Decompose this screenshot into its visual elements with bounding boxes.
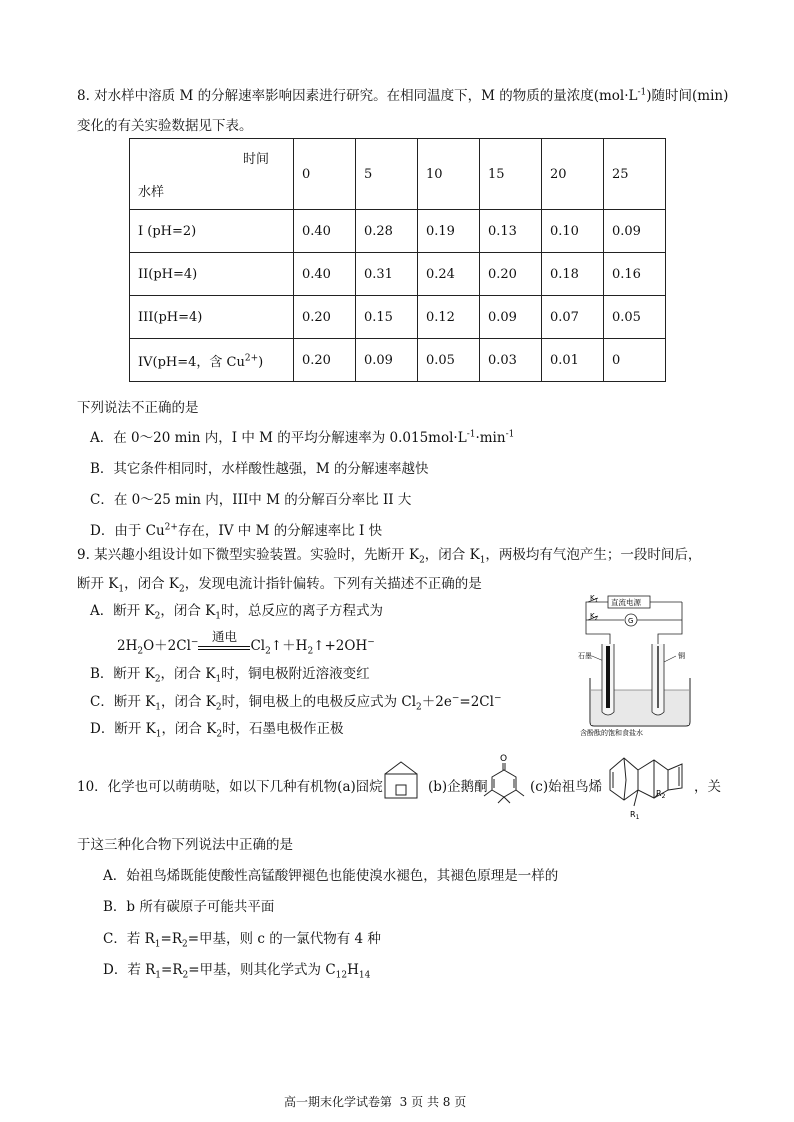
time-header-cell: 10	[418, 139, 480, 210]
q10-option-c: C．若 $R_1=R_2=$甲基，则 c 的一氯代物有 4 种	[103, 931, 381, 950]
table-row	[130, 296, 666, 339]
table-cell: 0.20	[294, 296, 356, 339]
svg-text:铜: 铜	[678, 652, 685, 660]
q10-stem-a: 10．化学也可以萌萌哒，如以下几种有机物(a)囧烷	[77, 779, 383, 795]
q10-stem-line2: 于这三种化合物下列说法中正确的是	[77, 837, 293, 853]
svg-text:O: O	[500, 754, 508, 764]
table-cell: 0.10	[542, 210, 604, 253]
svg-text:R1: $R_1$	[630, 810, 640, 821]
time-header-cell: 25	[604, 139, 666, 210]
table-cell: 0.40	[294, 253, 356, 296]
q8-option-b: B．其它条件相同时，水样酸性越强，M 的分解速率越快	[90, 461, 429, 477]
q9-equation: $2H_2O+2Cl^-$ 通电 $Cl_2↑+H_2↑+2OH^-$	[117, 629, 375, 657]
svg-text:石墨: 石墨	[578, 652, 592, 660]
q9-option-c: C．断开 $K_1$，闭合 $K_2$时，铜电极上的电极反应式为 $Cl_2+2e^-=2Cl^-$	[90, 693, 502, 713]
q9-option-a: A．断开 $K_2$，闭合 $K_1$时，总反应的离子方程式为	[90, 603, 383, 622]
time-header-cell: 15	[480, 139, 542, 210]
time-header-cell: 20	[542, 139, 604, 210]
table-cell: 0.18	[542, 253, 604, 296]
table-cell: 0.03	[480, 339, 542, 382]
row-label: IV(pH=4，含 $Cu^{2+}$)	[130, 339, 294, 382]
q8-option-a: A．在 0～20 min 内，I 中 M 的平均分解速率为 $0.015mol\cdot L^{-1}\cdot\min^{-1}$	[90, 429, 515, 446]
q9-option-d: D．断开 $K_1$，闭合 $K_2$时，石墨电极作正极	[90, 721, 344, 740]
row-label: III(pH=4)	[130, 296, 294, 339]
table-cell: 0.05	[604, 296, 666, 339]
q10-stem-b: (b)企鹅酮	[428, 779, 488, 795]
table-cell: 0.13	[480, 210, 542, 253]
penguinone-structure	[482, 752, 528, 804]
time-header-cell: 5	[356, 139, 418, 210]
jiong-alkane-structure	[383, 760, 419, 800]
table-cell: 0.01	[542, 339, 604, 382]
q9-option-b: B．断开 $K_2$，闭合 $K_1$时，铜电极附近溶液变红	[90, 666, 370, 685]
q10-option-a: A．始祖鸟烯既能使酸性高锰酸钾褪色也能使溴水褪色，其褪色原理是一样的	[103, 868, 559, 884]
row-label: II(pH=4)	[130, 253, 294, 296]
q10-option-d: D．若 $R_1=R_2=$甲基，则其化学式为 $C_{12}H_{14}$	[103, 962, 371, 981]
table-row	[130, 339, 666, 382]
table-cell: 0	[604, 339, 666, 382]
q8-option-c: C．在 0～25 min 内，III中 M 的分解百分率比 II 大	[90, 492, 412, 508]
table-cell: 0.31	[356, 253, 418, 296]
table-cell: 0.09	[604, 210, 666, 253]
electrolysis-condition: 通电	[211, 629, 237, 644]
svg-text:R2: $R_2$	[656, 789, 666, 800]
q9-stem-line1: 9. 某兴趣小组设计如下微型实验装置。实验时，先断开 $K_2$，闭合 $K_1$，两极均有气泡产生；一段时间后，	[77, 547, 702, 566]
table-cell: 0.28	[356, 210, 418, 253]
table-row	[130, 253, 666, 296]
table-cell: 0.15	[356, 296, 418, 339]
q9-stem-line2: 断开 $K_1$，闭合 $K_2$，发现电流计指针偏转。下列有关描述不正确的是	[77, 576, 482, 595]
electrolysis-apparatus-diagram	[578, 594, 700, 736]
q8-prompt: 下列说法不正确的是	[77, 400, 199, 416]
svg-text:K2: $K_2$	[590, 612, 598, 622]
table-cell: 0.12	[418, 296, 480, 339]
q10-stem-c: (c)始祖鸟烯	[530, 779, 603, 795]
row-label: I (pH=2)	[130, 210, 294, 253]
table-cell: 0.24	[418, 253, 480, 296]
q8-stem-line2: 变化的有关实验数据见下表。	[77, 118, 253, 134]
table-cell: 0.20	[294, 339, 356, 382]
table-cell: 0.09	[356, 339, 418, 382]
archaeopteryxene-structure	[604, 750, 686, 822]
table-row	[130, 210, 666, 253]
svg-text:K1: $K_1$	[590, 594, 598, 604]
q10-option-b: B．b 所有碳原子可能共平面	[103, 899, 275, 915]
total-pages: 8	[442, 1095, 451, 1109]
q10-stem-d: ，关	[694, 779, 721, 795]
q8-stem-line1: 8. 对水样中溶质 M 的分解速率影响因素进行研究。在相同温度下，M 的物质的量浓度$(mol\cdot L^{-1})$随时间(min)	[77, 87, 729, 104]
page-footer: 高一期末化学试卷第 3 页 共 8 页	[284, 1095, 467, 1109]
table-header-row	[130, 139, 666, 210]
apparatus-caption: 含酚酞的饱和食盐水	[580, 729, 643, 736]
table-cell: 0.40	[294, 210, 356, 253]
table-corner-cell: 时间 水样	[130, 139, 294, 210]
table-cell: 0.19	[418, 210, 480, 253]
graphite-electrode	[606, 646, 610, 708]
q8-option-d: D．由于 $Cu^{2+}$存在，IV 中 M 的分解速率比 I 快	[90, 522, 383, 539]
page-number: 3	[399, 1095, 408, 1109]
svg-text:直流电源: 直流电源	[611, 598, 641, 607]
table-cell: 0.09	[480, 296, 542, 339]
q8-data-table	[129, 138, 666, 382]
time-header-cell: 0	[294, 139, 356, 210]
table-cell: 0.05	[418, 339, 480, 382]
table-cell: 0.16	[604, 253, 666, 296]
svg-text:G: G	[628, 617, 634, 625]
table-cell: 0.07	[542, 296, 604, 339]
table-cell: 0.20	[480, 253, 542, 296]
